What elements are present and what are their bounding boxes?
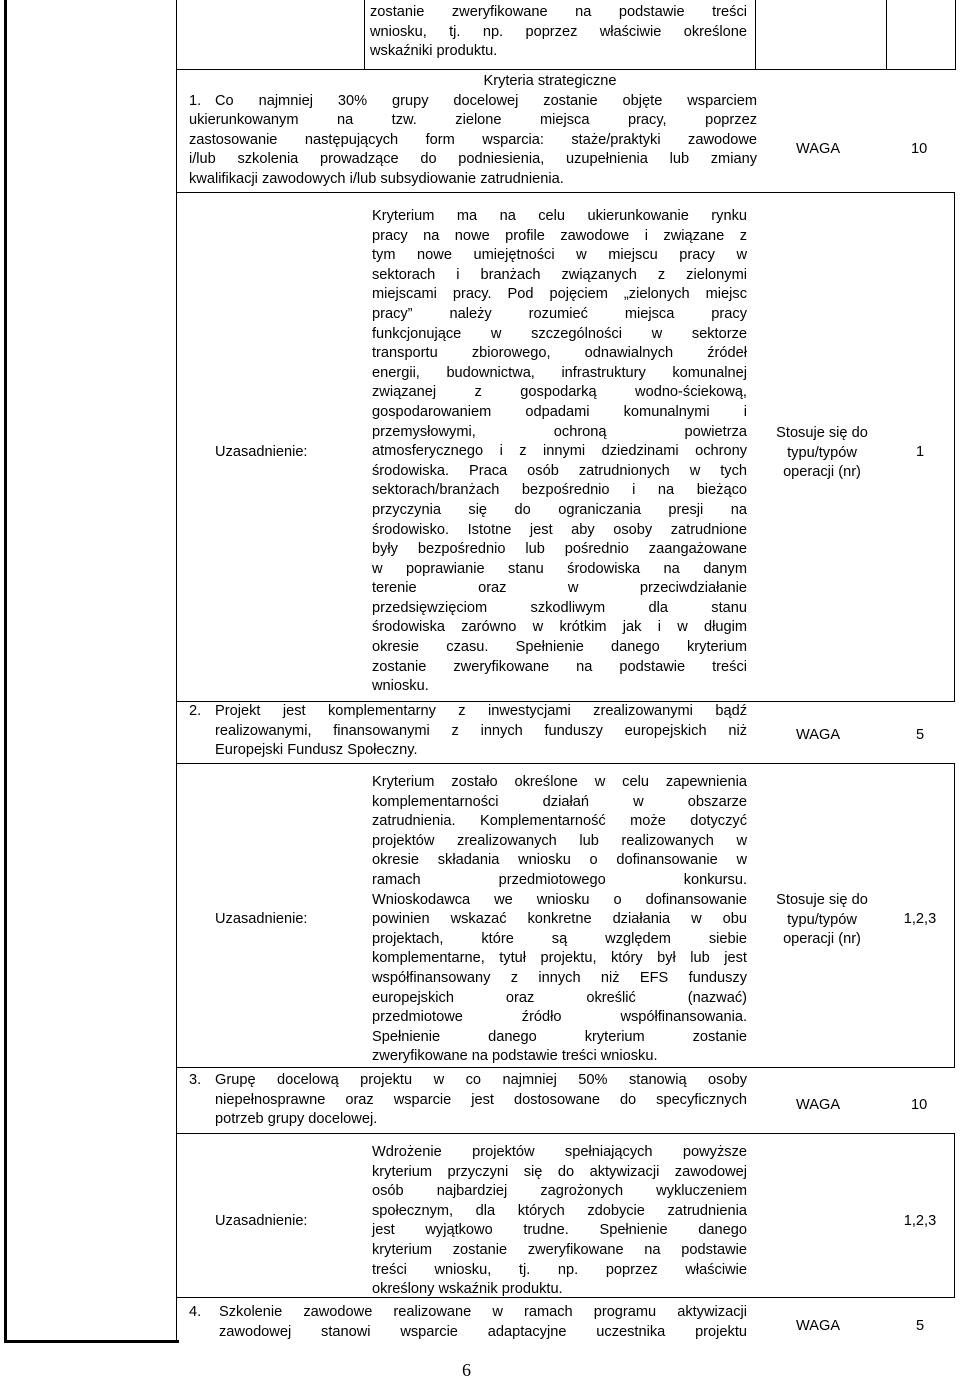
text-line: operacji (nr) — [783, 931, 861, 948]
criterion-4-weight-value: 5 — [916, 1318, 925, 1334]
criterion-3-weight-value: 10 — [911, 1097, 928, 1113]
section-title: Kryteria strategiczne — [483, 73, 617, 89]
text-line: funkcjonujące w szczególności w sektorze — [372, 325, 747, 342]
block3-top — [176, 1133, 955, 1134]
block2-right — [954, 763, 955, 1068]
text-line: operacji (nr) — [783, 464, 861, 481]
criterion-1-text — [215, 92, 757, 112]
text-line: przyczynia się do ograniczania presji na — [372, 501, 747, 518]
text-line: niepełnosprawne oraz wsparcie jest dostosowane do specyficznych — [215, 1091, 747, 1108]
criterion-1-applies-label — [760, 424, 884, 483]
text-line: Kryterium zostało określone w celu zapewnienia — [372, 774, 747, 790]
text-line: zweryfikowane na podstawie treści wniosku. — [372, 1048, 658, 1065]
text-line: Szkolenie zawodowe realizowane w ramach programu aktywizacji — [219, 1304, 747, 1320]
text-line: Grupę docelową projektu w co najmniej 50% stanowią osoby — [215, 1072, 747, 1088]
criterion-2-justification-text — [372, 773, 747, 1067]
text-line: w poprawianie stanu środowiska na danym — [372, 560, 747, 577]
text-line: ramach przedmiotowego konkursu. — [372, 871, 747, 888]
text-line: europejskich oraz określić (nazwać) — [372, 989, 747, 1006]
text-line: Stosuje się do — [776, 892, 868, 908]
text-line: kryterium zostanie zweryfikowane na podstawie — [372, 1241, 747, 1258]
criterion-3-applies-value: 1,2,3 — [903, 1213, 937, 1229]
text-line: transportu zbiorowego, odnawialnych źródeł — [372, 345, 747, 362]
text-line: pracy” należy rozumieć miejsca pracy — [372, 305, 747, 322]
text-line: kryterium przyczyni się do aktywizacji zawodowej — [372, 1163, 747, 1180]
text-line: środowiska. Praca osób zatrudnionych w tych — [372, 462, 747, 479]
criterion-1-applies-value: 1 — [915, 444, 925, 460]
text-line: jest wyjątkowo trudne. Spełnienie danego — [372, 1222, 747, 1239]
text-line: miejscami pracy. Pod pojęciem „zielonych miejsc — [372, 286, 747, 303]
text-line: wskaźniki produktu. — [370, 43, 498, 60]
criterion-3-text — [215, 1071, 747, 1130]
text-line: treści wniosku, tj. np. poprzez właściwie — [372, 1261, 747, 1278]
criterion-2-number: 2. — [189, 703, 202, 719]
text-line: komplementarności działań w obszarze — [372, 793, 747, 810]
text-line: okresie czasu. Spełnienie danego kryterium — [372, 639, 747, 656]
block1-top — [176, 192, 955, 193]
text-line: typu/typów — [787, 911, 857, 928]
criterion-1-justification-text — [372, 207, 747, 697]
text-line: określony wskaźnik produktu. — [372, 1281, 563, 1298]
text-line: Co najmniej 30% grupy docelowej zostanie objęte wsparciem — [215, 93, 757, 109]
text-line: i/lub szkolenia prowadzące do podniesienia, uzupełnienia lub zmiany — [189, 151, 757, 168]
block2-bottom — [176, 1067, 955, 1068]
text-line: społecznym, dla których zdobycie zatrudnienia — [372, 1202, 747, 1219]
text-line: przemysłowymi, ochroną powietrza — [372, 423, 747, 440]
text-line: Spełnienie danego kryterium zostanie — [372, 1028, 747, 1045]
text-line: projektach, które są względem siebie — [372, 930, 747, 947]
text-line: Stosuje się do — [776, 425, 868, 441]
text-line: energii, budownictwa, infrastruktury komunalnej — [372, 364, 747, 381]
criterion-2-text — [215, 702, 747, 761]
text-line: zastosowanie następujących form wsparcia: staże/praktyki zawodowe — [189, 131, 757, 148]
text-line: środowiska zarówno w krótkim jak i w długim — [372, 619, 747, 636]
criterion-3-weight-label: WAGA — [796, 1097, 841, 1113]
criterion-2-weight-value: 5 — [916, 727, 925, 743]
table-right-border — [955, 0, 956, 70]
row-divider-top — [176, 69, 956, 70]
text-line: typu/typów — [787, 444, 857, 461]
criterion-3-justification-text — [372, 1143, 747, 1300]
text-line: zawodowej stanowi wsparcie adaptacyjne uczestnika projektu — [219, 1323, 747, 1340]
text-line: Europejski Fundusz Społeczny. — [215, 742, 418, 759]
criterion-2-applies-value: 1,2,3 — [903, 911, 937, 927]
text-line: projektów zrealizowanych lub realizowanych w — [372, 832, 747, 849]
text-line: potrzeb grupy docelowej. — [215, 1111, 378, 1128]
text-line: powinien wskazać konkretne działania w obu — [372, 911, 747, 928]
criterion-1-text-cont — [189, 111, 757, 189]
text-line: współfinansowany z innych niż EFS funduszy — [372, 969, 747, 986]
column-divider-2 — [364, 0, 365, 70]
block3-left — [176, 1133, 177, 1298]
criterion-1-weight-label: WAGA — [796, 141, 841, 157]
block1-left — [176, 192, 177, 702]
text-line: zostanie zweryfikowane na podstawie treści — [370, 4, 747, 20]
criterion-4-text — [219, 1303, 747, 1342]
criterion-2-justification-label: Uzasadnienie: — [215, 911, 308, 927]
text-line: Wdrożenie projektów spełniających powyższe — [372, 1144, 747, 1160]
text-line: pracy na nowe profile zawodowe i związane z — [372, 227, 747, 244]
text-line: przedmiotowe źródło współfinansowania. — [372, 1009, 747, 1026]
text-line: wniosku. — [372, 678, 429, 695]
block1-right — [954, 192, 955, 702]
text-line: Projekt jest komplementarny z inwestycjami zrealizowanymi bądź — [215, 703, 747, 719]
block2-left — [176, 763, 177, 1068]
criterion-1-number: 1. — [189, 93, 202, 109]
table-left-border — [4, 0, 7, 1343]
criterion-4-number: 4. — [189, 1304, 202, 1320]
block2-top — [176, 763, 955, 764]
criterion-4-weight-label: WAGA — [796, 1318, 841, 1334]
criterion-1-justification-label: Uzasadnienie: — [215, 444, 308, 460]
text-line: związanej z gospodarką wodno-ściekową, — [372, 384, 747, 401]
text-line: sektorach/branżach bezpośrednio i na bieżąco — [372, 482, 747, 499]
criterion-2-weight-label: WAGA — [796, 727, 841, 743]
text-line: ukierunkowanym na tzw. zielone miejsca pracy, poprzez — [189, 112, 757, 128]
text-line: okresie składania wniosku o dofinansowanie w — [372, 852, 747, 869]
text-line: środowisko. Istotne jest aby osoby zatrudnione — [372, 521, 747, 538]
table-bottom-border — [4, 1340, 179, 1343]
text-line: atmosferycznego i z innymi dziedzinami ochrony — [372, 443, 747, 460]
text-line: realizowanymi, finansowanymi z innych funduszy europejskich niż — [215, 722, 747, 739]
text-line: tym nowe umiejętności w miejscu pracy w — [372, 247, 747, 264]
text-line: przedsięwzięciom szkodliwym dla stanu — [372, 599, 747, 616]
criterion-3-justification-label: Uzasadnienie: — [215, 1213, 308, 1229]
text-line: zostanie zweryfikowane na podstawie treści — [372, 658, 747, 675]
text-line: komplementarne, tytuł projektu, który był lub jest — [372, 950, 747, 967]
text-line: Kryterium ma na celu ukierunkowanie rynku — [372, 208, 747, 224]
text-line: gospodarowaniem odpadami komunalnymi i — [372, 403, 747, 420]
text-line: Wnioskodawca we wniosku o dofinansowanie — [372, 891, 747, 908]
page-number: 6 — [462, 1360, 471, 1380]
text-line: były bezpośrednio lub pośrednio zaangażowane — [372, 541, 747, 558]
text-line: wniosku, tj. np. poprzez właściwie określone — [370, 23, 747, 40]
column-divider-4 — [886, 0, 887, 70]
text-line: sektorach i branżach związanych z zielonymi — [372, 266, 747, 283]
text-line: osób najbardziej zagrożonych wykluczeniem — [372, 1183, 747, 1200]
top-fragment-text — [370, 3, 747, 62]
column-divider-3 — [755, 0, 756, 70]
block3-right — [954, 1133, 955, 1298]
criterion-2-applies-label — [760, 891, 884, 950]
text-line: zatrudnienia. Komplementarność może dotyczyć — [372, 813, 747, 830]
text-line: terenie oraz w przeciwdziałanie — [372, 580, 747, 597]
text-line: kwalifikacji zawodowych i/lub subsydiowanie zatrudnienia. — [189, 170, 564, 187]
criterion-3-number: 3. — [189, 1072, 202, 1088]
criterion-1-weight-value: 10 — [911, 141, 928, 157]
